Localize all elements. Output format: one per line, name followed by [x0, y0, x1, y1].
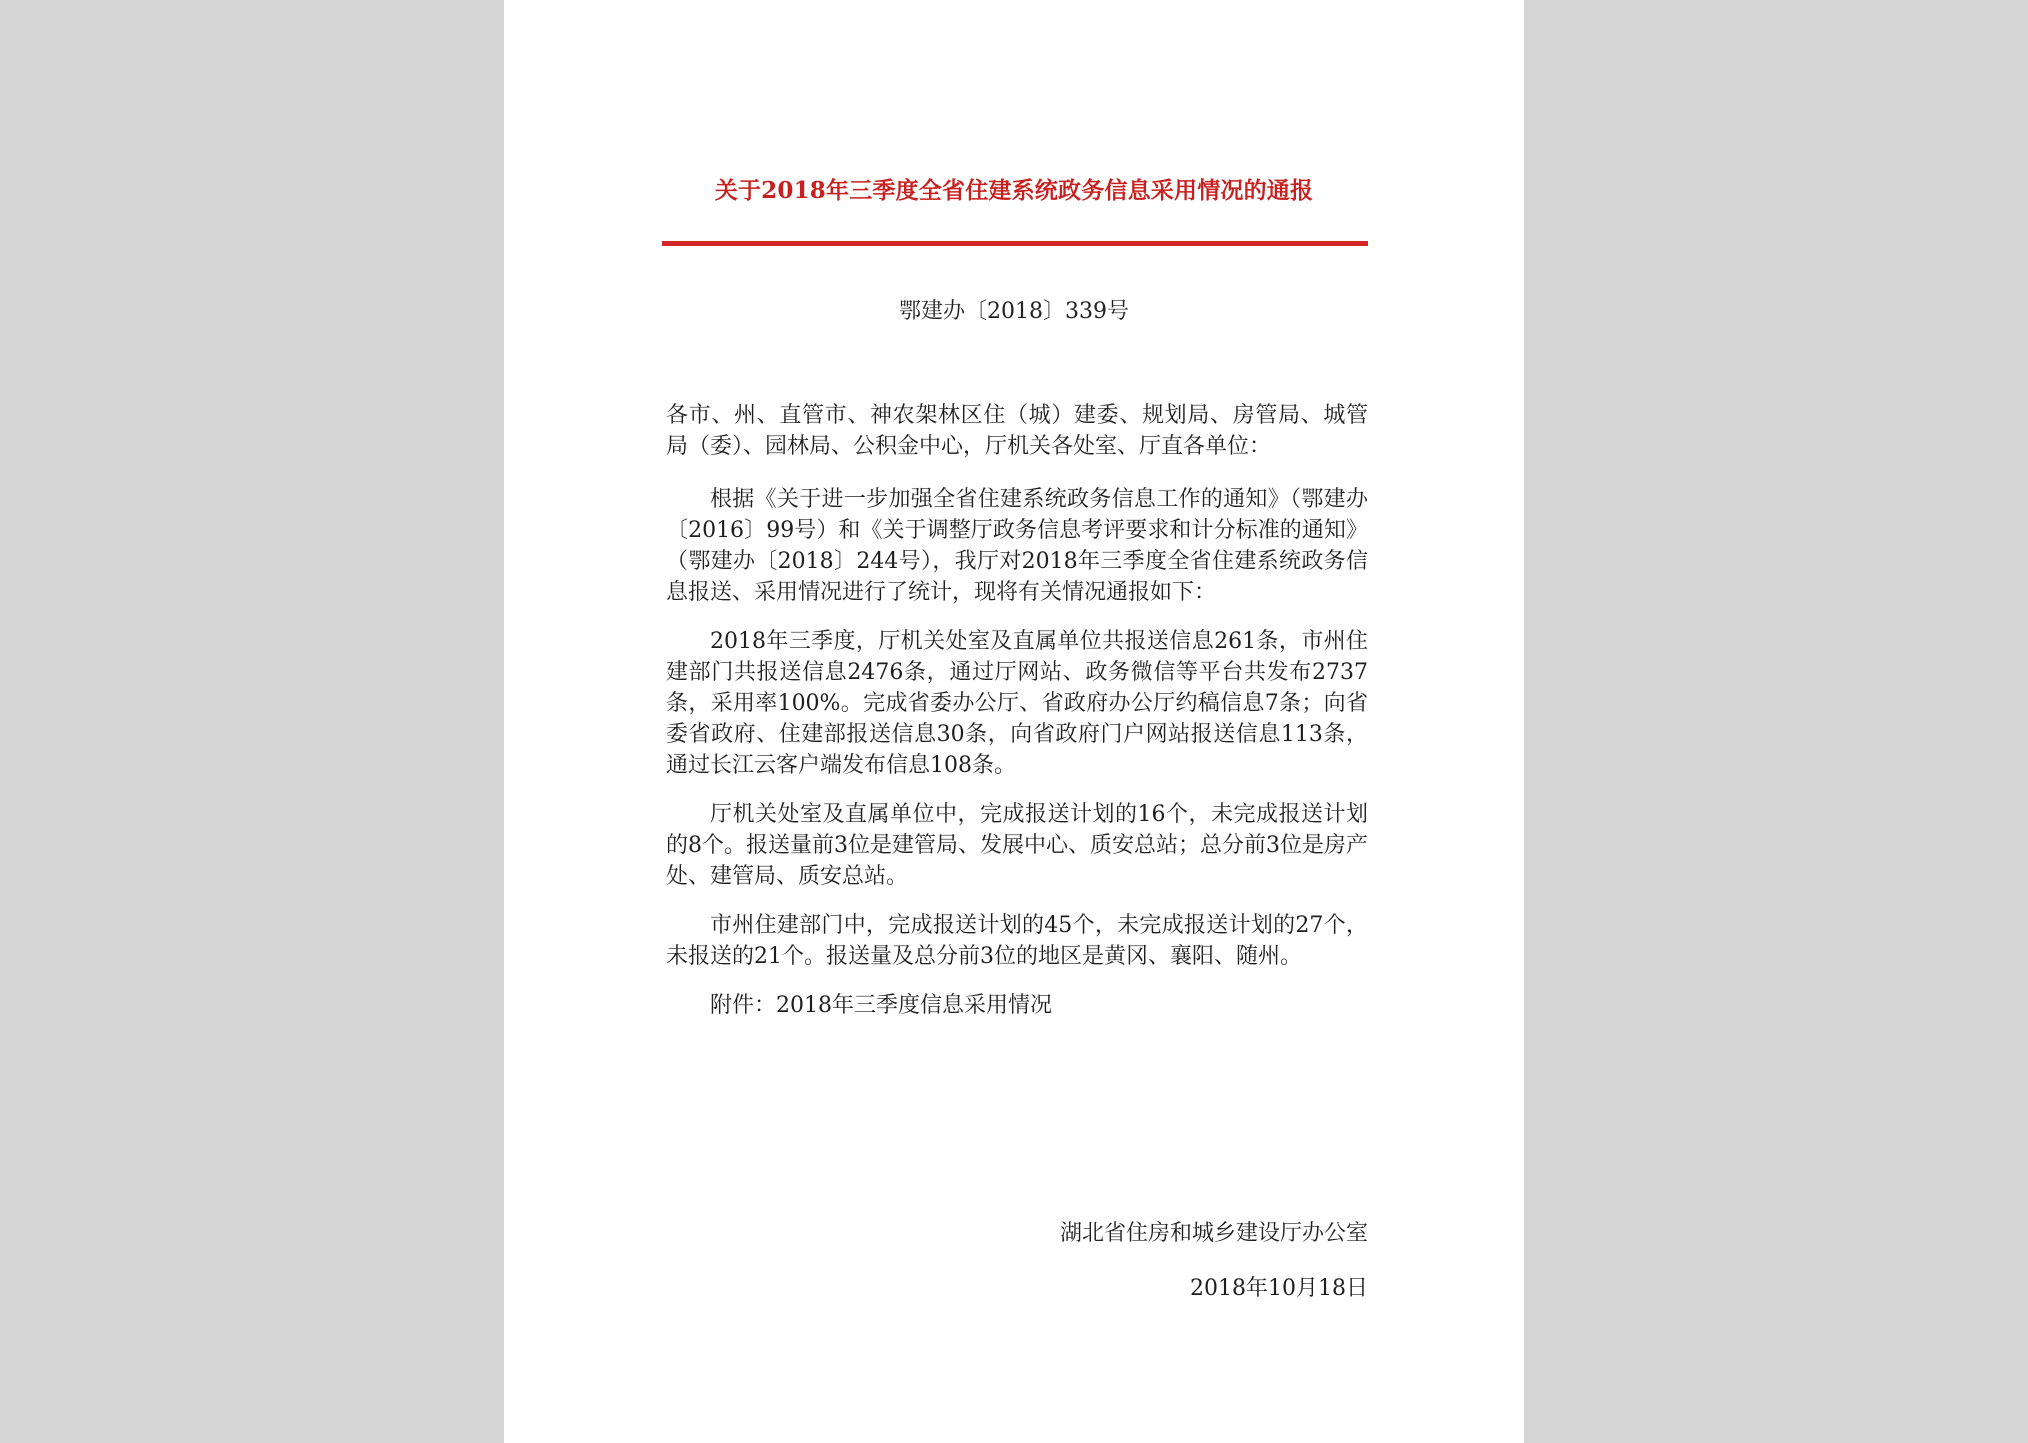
red-header-rule [662, 241, 1368, 246]
document-number: 鄂建办〔2018〕339号 [899, 299, 1129, 324]
signature-block [1060, 1218, 1368, 1304]
paragraph-overview: 2018年三季度，厅机关处室及直属单位共报送信息261条，市州住建部门共报送信息2476条，通过厅网站、政务微信等平台共发布2737条，采用率100%。完成省委办公厅、省政府办公厅约稿信息7条；向省委省政府、住建部报送信息30条，向省政府门户网站报送信息113条，通过长江云客户端发布信息108条。 [666, 629, 1368, 778]
attachment-note: 附件：2018年三季度信息采用情况 [710, 993, 1052, 1018]
addressee: 各市、州、直管市、神农架林区住（城）建委、规划局、房管局、城管局（委）、园林局、公积金中心，厅机关各处室、厅直各单位： [666, 403, 1368, 459]
issuer: 湖北省住房和城乡建设厅办公室 [1059, 1221, 1368, 1246]
document-page [504, 0, 1524, 1443]
paragraph-cities: 市州住建部门中，完成报送计划的45个，未完成报送计划的27个，未报送的21个。报送量及总分前3位的地区是黄冈、襄阳、随州。 [666, 913, 1368, 969]
document-title: 关于2018年三季度全省住建系统政务信息采用情况的通报 [714, 177, 1314, 204]
paragraph-basis: 根据《关于进一步加强全省住建系统政务信息工作的通知》（鄂建办〔2016〕99号）和《关于调整厅政务信息考评要求和计分标准的通知》（鄂建办〔2018〕244号），我厅对2018年三季度全省住建系统政务信息报送、采用情况进行了统计，现将有关情况通报如下： [666, 487, 1368, 605]
issue-date: 2018年10月18日 [1190, 1276, 1368, 1301]
paragraph-departments: 厅机关处室及直属单位中，完成报送计划的16个，未完成报送计划的8个。报送量前3位是建管局、发展中心、质安总站；总分前3位是房产处、建管局、质安总站。 [666, 802, 1368, 889]
document-body [666, 400, 1368, 1039]
